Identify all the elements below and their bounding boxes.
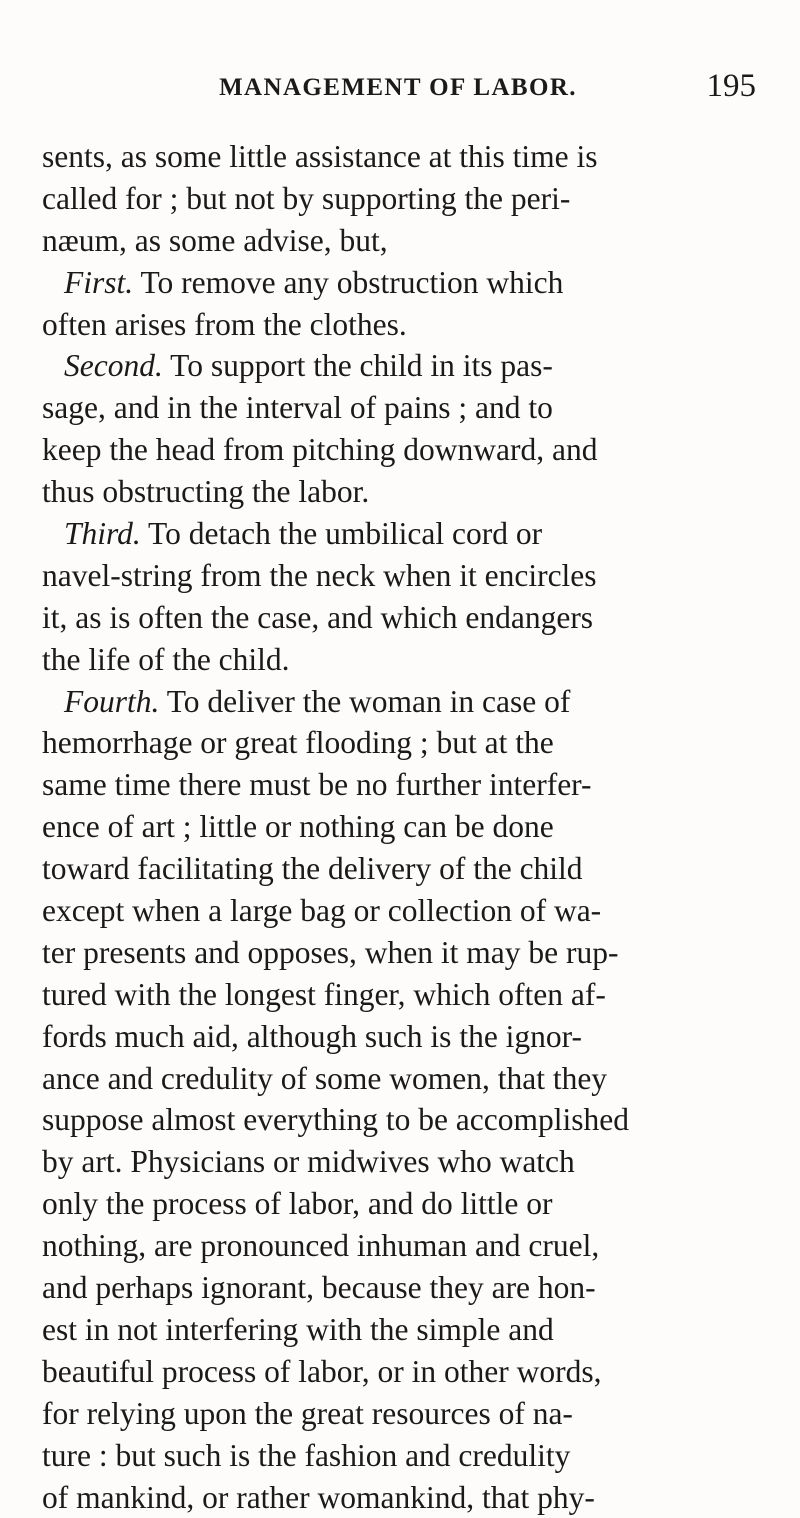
line-text: for relying upon the great resources of na- — [42, 1396, 573, 1431]
line-text: nothing, are pronounced inhuman and cruel, — [42, 1228, 599, 1263]
text-line — [42, 1141, 758, 1183]
page-number: 195 — [707, 68, 757, 105]
text-line — [42, 1016, 758, 1058]
section-lead: Second. — [64, 348, 163, 383]
line-text: keep the head from pitching downward, and — [42, 432, 597, 467]
text-line — [42, 1099, 758, 1141]
text-line — [42, 1477, 758, 1518]
line-text: hemorrhage or great flooding ; but at the — [42, 725, 554, 760]
text-line — [42, 639, 758, 681]
line-text: thus obstructing the labor. — [42, 474, 369, 509]
line-text: and perhaps ignorant, because they are hon- — [42, 1270, 596, 1305]
text-line — [42, 681, 758, 723]
line-text: ence of art ; little or nothing can be done — [42, 809, 554, 844]
text-line — [42, 513, 758, 555]
line-text: beautiful process of labor, or in other words, — [42, 1354, 601, 1389]
line-text: except when a large bag or collection of wa- — [42, 893, 601, 928]
text-line — [42, 1351, 758, 1393]
running-title: MANAGEMENT OF LABOR. — [40, 74, 756, 102]
text-line — [42, 1393, 758, 1435]
line-text: To detach the umbilical cord or — [141, 516, 542, 551]
line-text: To deliver the woman in case of — [159, 684, 570, 719]
text-line — [42, 262, 758, 304]
line-text: sents, as some little assistance at this time is — [42, 139, 598, 174]
line-text: called for ; but not by supporting the peri- — [42, 181, 570, 216]
line-text: ter presents and opposes, when it may be rup- — [42, 935, 618, 970]
line-text: tured with the longest finger, which often af- — [42, 977, 606, 1012]
text-line — [42, 429, 758, 471]
line-text: To support the child in its pas- — [163, 348, 553, 383]
text-line — [42, 1058, 758, 1100]
section-lead: First. — [64, 265, 133, 300]
line-text: est in not interfering with the simple and — [42, 1312, 554, 1347]
line-text: the life of the child. — [42, 642, 290, 677]
text-line — [42, 597, 758, 639]
text-line — [42, 136, 758, 178]
line-text: it, as is often the case, and which endangers — [42, 600, 593, 635]
text-line — [42, 974, 758, 1016]
text-line — [42, 304, 758, 346]
text-line — [42, 471, 758, 513]
text-line — [42, 848, 758, 890]
text-line — [42, 1435, 758, 1477]
line-text: To remove any obstruction which — [133, 265, 563, 300]
text-line — [42, 345, 758, 387]
line-text: sage, and in the interval of pains ; and to — [42, 390, 553, 425]
text-line — [42, 806, 758, 848]
line-text: same time there must be no further interfer- — [42, 767, 592, 802]
section-lead: Third. — [64, 516, 141, 551]
text-line — [42, 1225, 758, 1267]
text-line — [42, 1183, 758, 1225]
line-text: suppose almost everything to be accomplished — [42, 1102, 629, 1137]
line-text: toward facilitating the delivery of the child — [42, 851, 583, 886]
line-text: of mankind, or rather womankind, that phy- — [42, 1480, 595, 1515]
text-line — [42, 387, 758, 429]
line-text: navel-string from the neck when it encircles — [42, 558, 597, 593]
line-text: by art. Physicians or midwives who watch — [42, 1144, 575, 1179]
text-line — [42, 722, 758, 764]
text-line — [42, 932, 758, 974]
text-line — [42, 220, 758, 262]
body-text — [42, 136, 758, 1518]
text-line — [42, 890, 758, 932]
line-text: næum, as some advise, but, — [42, 223, 388, 258]
line-text: often arises from the clothes. — [42, 307, 407, 342]
line-text: ance and credulity of some women, that they — [42, 1061, 607, 1096]
text-line — [42, 1309, 758, 1351]
text-line — [42, 178, 758, 220]
text-line — [42, 1267, 758, 1309]
line-text: fords much aid, although such is the ignor- — [42, 1019, 582, 1054]
line-text: only the process of labor, and do little or — [42, 1186, 553, 1221]
text-line — [42, 764, 758, 806]
running-head — [40, 74, 756, 114]
section-lead: Fourth. — [64, 684, 159, 719]
text-line — [42, 555, 758, 597]
line-text: ture : but such is the fashion and credulity — [42, 1438, 570, 1473]
